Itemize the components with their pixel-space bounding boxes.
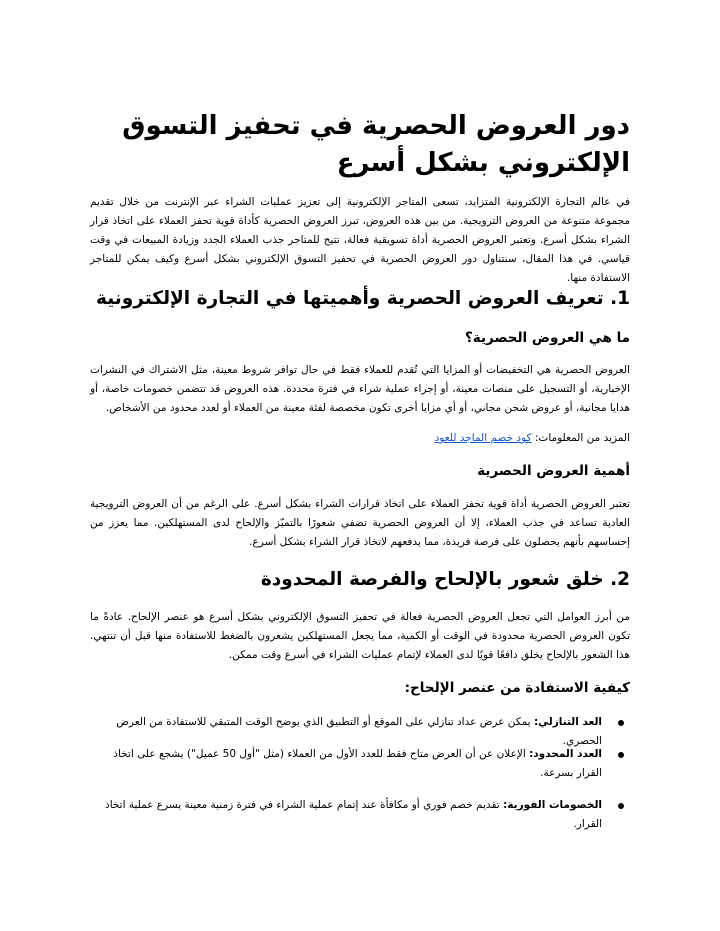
what-heading: ما هي العروض الحصرية؟ bbox=[464, 330, 630, 346]
section-2-heading-wrap bbox=[90, 567, 630, 593]
what-section bbox=[90, 361, 630, 418]
importance-heading-wrap bbox=[90, 461, 630, 481]
list-item-term: العدد المحدود: bbox=[529, 748, 602, 760]
list-item-text: تقديم خصم فوري أو مكافأة عند إتمام عملية الشراء في فترة زمنية معينة يسرع عملية اتخاذ القرار. bbox=[105, 799, 602, 830]
list-item-text: يمكن عرض عداد تنازلي على الموقع أو التطبيق الذي يوضح الوقت المتبقي للاستفادة من العرض الحصري. bbox=[116, 716, 602, 747]
urgency-tips-list bbox=[90, 796, 630, 834]
more-info-label: المزيد من المعلومات: bbox=[534, 432, 630, 444]
section-1-heading-wrap bbox=[90, 286, 630, 312]
section-2-heading: 2. خلق شعور بالإلحاح والفرصة المحدودة bbox=[260, 569, 630, 590]
page-title: دور العروض الحصرية في تحفيز التسوق الإلكتروني بشكل أسرع bbox=[122, 111, 630, 178]
importance-section bbox=[90, 495, 630, 552]
what-heading-wrap bbox=[90, 328, 630, 348]
bullet-icon bbox=[618, 803, 624, 809]
intro-paragraph: في عالم التجارة الإلكترونية المتزايد، تسعى المتاجر الإلكترونية إلى تعزيز عمليات الشراء عبر الإنترنت من خلال تقديم مجموعة متنوعة من العروض الترويجية. من بين هذه العروض، تبرز العروض الحصرية كأداة قوية تحفز العملاء على اتخاذ قرار الشراء بشكل أسرع. وتعتبر العروض الحصرية أداة تسويقية فعالة، تتيح للمتاجر جذب العملاء الجدد وزيادة المبيعات في وقت قياسي. في هذا المقال، سنتناول دور العروض الحصرية في تحفيز التسوق الإلكتروني بشكل أسرع وكيف يمكن للمتاجر الاستفادة منها. bbox=[90, 196, 630, 284]
more-info-line bbox=[90, 429, 630, 448]
how-heading-wrap bbox=[90, 678, 630, 698]
importance-heading: أهمية العروض الحصرية bbox=[477, 463, 630, 479]
more-info-link[interactable]: كود خصم الماجد للعود bbox=[434, 432, 532, 444]
bullet-icon bbox=[618, 752, 624, 758]
section-1-heading: 1. تعريف العروض الحصرية وأهميتها في التجارة الإلكترونية bbox=[96, 288, 630, 309]
how-heading: كيفية الاستفادة من عنصر الإلحاح: bbox=[404, 680, 630, 696]
list-item bbox=[90, 745, 630, 783]
urgency-tips-list bbox=[90, 745, 630, 783]
list-item bbox=[90, 796, 630, 834]
urgency-section bbox=[90, 608, 630, 665]
intro-section bbox=[90, 193, 630, 288]
list-item-text: الإعلان عن أن العرض متاح فقط للعدد الأول من العملاء (مثل "أول 50 عميل") يشجع على اتخاذ القرار بسرعة. bbox=[113, 748, 602, 779]
urgency-paragraph: من أبرز العوامل التي تجعل العروض الحصرية فعالة في تحفيز التسوق الإلكتروني بشكل أسرع هو عنصر الإلحاح. عادةً ما تكون العروض الحصرية محدودة في الوقت أو الكمية، مما يجعل المستهلكين يشعرون بالضغط للاستفادة منها قبل أن تنتهي. هذا الشعور بالإلحاح يخلق دافعًا قويًا لدى العملاء لإتمام عمليات الشراء في أسرع وقت ممكن. bbox=[90, 611, 630, 661]
importance-paragraph: تعتبر العروض الحصرية أداة قوية تحفز العملاء على اتخاذ قرارات الشراء بشكل أسرع. على الرغم من أن العروض الترويجية العادية تساعد في جذب العملاء، إلا أن العروض الحصرية تضفي شعورًا بالتميّز والإلحاح لدى المستهلكين. مما يعزز من إحساسهم بأنهم يحصلون على فرصة فريدة، مما يدفعهم لاتخاذ قرار الشراء بشكل أسرع. bbox=[90, 498, 630, 548]
bullet-icon bbox=[618, 720, 624, 726]
what-paragraph: العروض الحصرية هي التخفيضات أو المزايا التي تُقدم للعملاء فقط في حال توافر شروط معينة، مثل الاشتراك في النشرات الإخبارية، أو التسجيل على منصات معينة، أو إجراء عملية شراء في فترة محددة. هذه العروض قد تتضمن خصومات خاصة، أو هدايا مجانية، أو عروض شحن مجاني، أو أي مزايا أخرى تكون مخصصة لفئة معينة من العملاء أو لعدد محدود من الأشخاص. bbox=[90, 364, 630, 414]
list-item-term: الخصومات الفورية: bbox=[503, 799, 602, 811]
list-item-term: العد التنازلي: bbox=[533, 716, 602, 728]
